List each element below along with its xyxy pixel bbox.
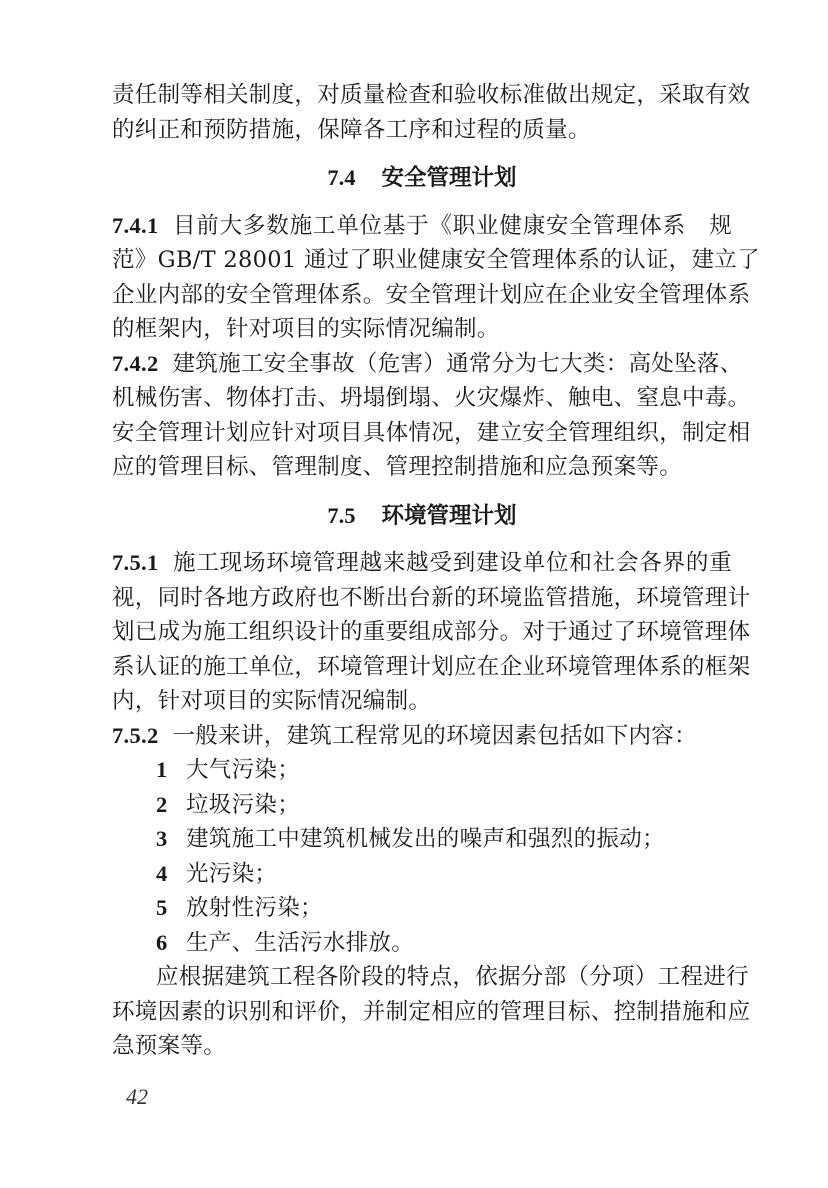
intro-paragraph — [112, 78, 751, 147]
clause-line — [112, 347, 743, 382]
section-heading-7-4 — [112, 161, 732, 196]
clause-line: 机械伤害、物体打击、坍塌倒塌、火灾爆炸、触电、窒息中毒。 — [112, 385, 751, 411]
intro-line: 的纠正和预防措施，保障各工序和过程的质量。 — [112, 116, 591, 143]
section-heading-7-5 — [112, 499, 732, 534]
clause-text: 目前大多数施工单位基于《职业健康安全管理体系 规 — [172, 212, 732, 239]
list-item-text: 生产、生活污水排放。 — [186, 929, 415, 956]
closing-line: 急预案等。 — [112, 1033, 227, 1059]
list-item — [112, 857, 732, 892]
clause-line — [112, 719, 732, 754]
clause-number: 7.5.1 — [112, 550, 159, 575]
list-item-text: 大气污染； — [186, 757, 301, 783]
clause-7-4-2 — [112, 347, 751, 485]
list-item-text: 建筑施工中建筑机械发出的噪声和强烈的振动； — [186, 826, 665, 852]
section-title: 安全管理计划 — [381, 165, 517, 191]
clause-number: 7.4.2 — [112, 350, 159, 376]
closing-line: 环境因素的识别和评价，并制定相应的管理目标、控制措施和应 — [112, 998, 751, 1025]
list-item-number: 6 — [156, 929, 168, 955]
page-number: 42 — [126, 1084, 148, 1109]
clause-line: 企业内部的安全管理体系。安全管理计划应在企业安全管理体系 — [112, 281, 751, 308]
clause-line: 范》GB/T 28001 通过了职业健康安全管理体系的认证，建立了 — [112, 247, 760, 273]
list-item-number: 3 — [156, 826, 168, 851]
document-page — [112, 78, 760, 1064]
list-item — [112, 753, 732, 788]
list-item-number: 5 — [156, 895, 168, 920]
clause-number: 7.4.1 — [112, 212, 159, 238]
clause-line: 系认证的施工单位，环境管理计划应在企业环境管理体系的框架 — [112, 653, 751, 680]
list-item — [112, 788, 732, 823]
clause-number: 7.5.2 — [112, 722, 159, 748]
clause-line: 划已成为施工组织设计的重要组成部分。对于通过了环境管理体 — [112, 619, 751, 645]
section-title: 环境管理计划 — [381, 502, 517, 529]
list-item-text: 光污染； — [186, 860, 278, 887]
clause-line: 安全管理计划应针对项目具体情况，建立安全管理组织，制定相 — [112, 419, 751, 446]
list-item-text: 放射性污染； — [186, 895, 323, 921]
clause-7-5-1 — [112, 546, 751, 719]
section-number: 7.4 — [327, 165, 356, 190]
clause-text: 建筑施工安全事故（危害）通常分为七大类：高处坠落、 — [172, 350, 743, 377]
list-item — [112, 822, 732, 857]
list-item-number: 4 — [156, 860, 168, 886]
clause-line: 的框架内，针对项目的实际情况编制。 — [112, 316, 500, 342]
clause-line: 内，针对项目的实际情况编制。 — [112, 688, 432, 714]
clause-line: 视，同时各地方政府也不断出台新的环境监管措施，环境管理计 — [112, 584, 751, 611]
list-item — [112, 891, 732, 926]
clause-line: 应的管理目标、管理制度、管理控制措施和应急预案等。 — [112, 454, 683, 480]
clause-7-5-2 — [112, 719, 751, 1064]
clause-text: 一般来讲，建筑工程常见的环境因素包括如下内容： — [172, 722, 697, 749]
clause-line — [112, 546, 732, 581]
list-item — [112, 926, 732, 961]
clause-7-4-1 — [112, 209, 760, 347]
list-item-text: 垃圾污染； — [186, 791, 301, 818]
list-item-number: 2 — [156, 791, 168, 817]
section-number: 7.5 — [327, 502, 356, 528]
clause-text: 施工现场环境管理越来越受到建设单位和社会各界的重 — [172, 550, 732, 576]
closing-line: 应根据建筑工程各阶段的特点，依据分部（分项）工程进行 — [156, 964, 749, 990]
clause-line — [112, 209, 732, 244]
list-item-number: 1 — [156, 757, 168, 782]
intro-line: 责任制等相关制度，对质量检查和验收标准做出规定，采取有效 — [112, 82, 751, 108]
